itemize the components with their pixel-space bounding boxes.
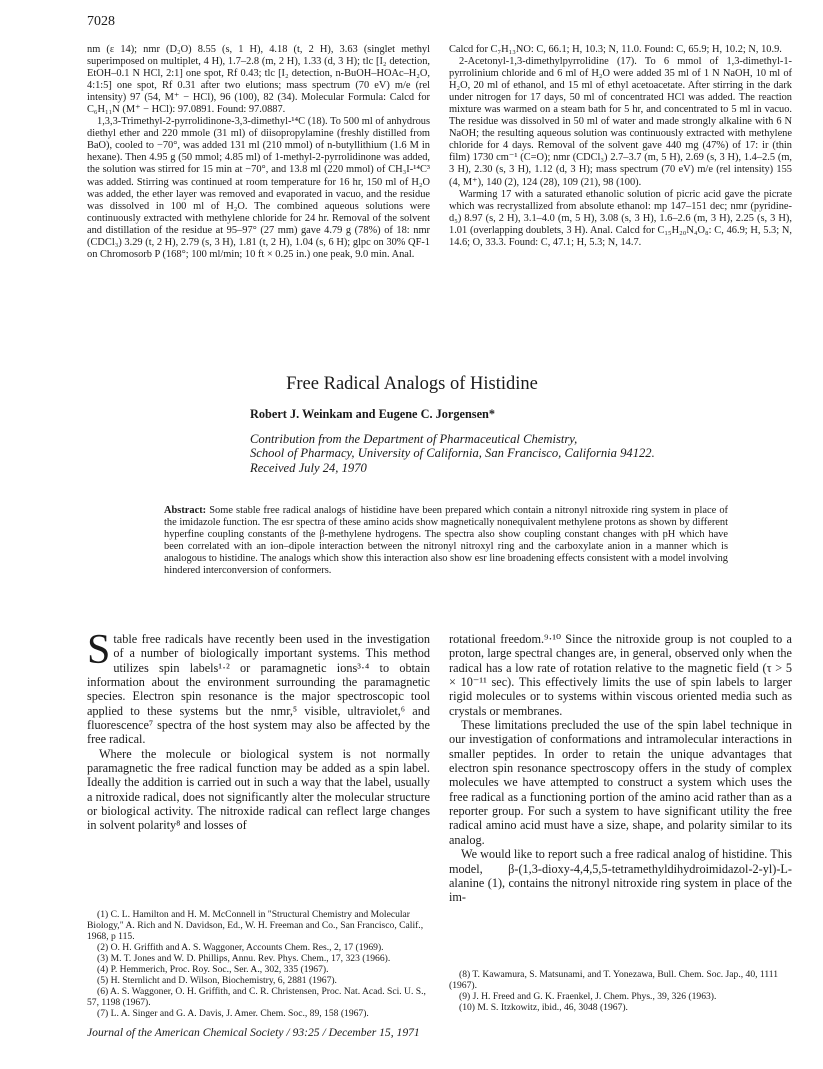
paragraph: Warming 17 with a saturated ethanolic solution of picric acid gave the picrate which was recrystallized from absolute ethanol: mp 147–151 dec; nmr (pyridine-d₅) 8.97 (s, 2 H), 3.1–4.0 (m, 5 H), 3.08 (s, 3 H), 1.6–2.6 (m, 3 H), 2.25 (s, 3 H), 1.01 (overlapping doublets, 3 H). Anal. Calcd for C₁₅H₂₀N₄O₈: C, 46.9; H, 5.3; N, 14.6; O, 33.3. Found: C, 47.1; H, 5.3; N, 14.7. xyxy=(449,188,792,248)
paragraph xyxy=(87,627,430,747)
reference: (1) C. L. Hamilton and H. M. McConnell in "Structural Chemistry and Molecular Biology," A. Rich and N. Davidson, Ed., W. H. Freeman and Co., San Francisco, Calif., 1968, p 115. xyxy=(87,909,424,943)
references-right xyxy=(449,969,792,1013)
paragraph: 2-Acetonyl-1,3-dimethylpyrrolidine (17). To 6 mmol of 1,3-dimethyl-1-pyrrolinium chloride and 6 ml of H₂O were added 35 ml of 1 N NaOH, 10 ml of H₂O, 20 ml of ethanol, and 15 ml of ethyl acetoacetate. After stirring in the dark under nitrogen for 17 days, 50 ml of concentrated HCl was added. The reaction mixture was warmed on a steam bath for 5 hr, and concentrated to 5 ml in vacuo. The residue was dissolved in 50 ml of water and made strongly alkaline with 6 N NaOH; the resulting aqueous solution was continuously extracted with methylene chloride for 4 days. Removal of the solvent gave 440 mg (47%) of 17: ir (thin film) 1730 cm⁻¹ (C=O); nmr (CDCl₃) 2.7–3.7 (m, 5 H), 2.69 (s, 3 H), 1.4–2.5 (m, 3 H), 2.30 (s, 3 H), 1.12 (d, 3 H); mass spectrum (70 eV) m/e (rel intensity) 155 (4, M⁺), 140 (2), 124 (28), 109 (21), 98 (100). xyxy=(449,56,792,188)
received-date: Received July 24, 1970 xyxy=(250,460,367,475)
reference: (3) M. T. Jones and W. D. Phillips, Annu. Rev. Phys. Chem., 17, 323 (1966). xyxy=(97,953,391,965)
experimental-column-right xyxy=(449,44,792,249)
paragraph: Calcd for C₇H₁₃NO: C, 66.1; H, 10.3; N, 11.0. Found: C, 65.9; H, 10.2; N, 10.9. xyxy=(449,44,782,55)
article-title: Free Radical Analogs of Histidine xyxy=(286,374,538,394)
affiliation-line: Contribution from the Department of Pharmaceutical Chemistry, xyxy=(250,432,578,446)
paragraph: 1,3,3-Trimethyl-2-pyrrolidinone-3,3-dimethyl-¹⁴C (18). To 500 ml of anhydrous diethyl ether and 220 mmole (31 ml) of diisopropylamine (freshly distilled from BaO), cooled to −70°, was added 131 ml (210 mmol) of n-butyllithium (1.6 M in hexane). Then 4.95 g (50 mmol; 4.85 ml) of 1-methyl-2-pyrrolidinone was added, the solution was stirred for 15 min at −70°, and 13.8 ml (220 mmol) of CH₃I-¹⁴C³ was added. Stirring was continued at room temperature for 16 hr, 150 ml of H₂O was added, the ether layer was removed and evaporated in vacuo, and the residue was dissolved in 100 ml of H₂O. The combined aqueous solutions were continuously extracted with methylene chloride for 24 hr. Removal of the solvent and distillation of the residue at 95–97° (27 mm) gave 4.79 g (78%) of 18: nmr (CDCl₃) 3.29 (t, 2 H), 2.79 (s, 3 H), 1.81 (t, 2 H), 1.04 (s, 6 H); glpc on 30% QF-1 on Chromosorb P (168°; 100 ml/min; 10 ft × 0.25 in.) one peak, 9.0 min. Anal. xyxy=(87,116,430,260)
paragraph: These limitations precluded the use of the spin label technique in our investigation of conformations and intramolecular interactions in smaller peptides. In order to retain the unique advantages that electron spin resonance spectroscopy offers in the study of complex molecules we have attempted to construct a system which uses the free radical as a functioning portion of the amino acid rather than as a reporter group. For such a system to have significant utility the free radical amino acid must have a size, shape, and polarity similar to its analog. xyxy=(449,718,792,847)
reference: (7) L. A. Singer and G. A. Davis, J. Amer. Chem. Soc., 89, 158 (1967). xyxy=(97,1008,369,1020)
reference: (6) A. S. Waggoner, O. H. Griffith, and C. R. Christensen, Proc. Nat. Acad. Sci. U. S., 57, 1198 (1967). xyxy=(87,986,426,1009)
abstract xyxy=(164,505,728,578)
reference: (10) M. S. Itzkowitz, ibid., 46, 3048 (1967). xyxy=(459,1002,628,1014)
reference: (4) P. Hemmerich, Proc. Roy. Soc., Ser. A., 302, 335 (1967). xyxy=(97,964,329,976)
reference: (9) J. H. Freed and G. K. Fraenkel, J. Chem. Phys., 39, 326 (1963). xyxy=(459,991,717,1003)
paragraph-text: table free radicals have recently been used in the investigation of a number of biologically important systems. This method utilizes spin labels¹·² or paramagnetic ions³·⁴ to obtain information about the environment surrounding the paramagnetic species. Electron spin resonance is the major spectroscopic tool applied to these systems but the nmr,⁵ visible, ultraviolet,⁶ and fluorescence⁷ spectra of the host system may also be affected by the free radical. xyxy=(87,632,430,747)
paragraph: We would like to report such a free radical analog of histidine. This model, β-(1,3-dioxy-4,4,5,5-tetramethyldihydroimidazol-2-yl)-L-alanine (1), contains the nitronyl nitroxide ring system in place of the im- xyxy=(449,847,792,905)
body-column-right xyxy=(449,632,792,905)
article-authors: Robert J. Weinkam and Eugene C. Jorgensen* xyxy=(250,407,496,421)
affiliation xyxy=(250,432,770,475)
page-number: 7028 xyxy=(87,14,115,29)
paragraph: rotational freedom.⁹·¹⁰ Since the nitroxide group is not coupled to a proton, large spectral changes are, in general, observed only when the radical has a low rate of rotation relative to the magnetic field (τ > 5 × 10⁻¹¹ sec). This effectively limits the use of spin labels to larger rigid molecules or to systems within viscous oriented media such as crystals or membranes. xyxy=(449,632,792,718)
body-column-left xyxy=(87,627,430,833)
drop-cap: S xyxy=(87,627,111,673)
paragraph: Where the molecule or biological system is not normally paramagnetic the free radical function may be added as a spin label. Ideally the addition is carried out in such a way that the label, usually a nitroxide radical, does not significantly alter the molecular structure or biological activity. The nitroxide radical can reflect large changes in solvent polarity⁸ and losses of xyxy=(87,746,430,833)
reference: (8) T. Kawamura, S. Matsunami, and T. Yonezawa, Bull. Chem. Soc. Jap., 40, 1111 (1967). xyxy=(449,969,779,992)
references-left xyxy=(87,909,430,1019)
abstract-text: Some stable free radical analogs of histidine have been prepared which contain a nitronyl nitroxide ring system in place of the imidazole function. The esr spectra of these amino acids show magnetically nonequivalent methylene protons as shown by different hyperfine coupling constants of the β-methylene hydrogens. The spectra also show coupling constant changes with pH which have been correlated with an ion–dipole interaction between the nitronyl nitroxyl ring and the carboxylate anion in a manner which is analogous to histidine. The analogs which show this interaction also show esr line broadening effects consistent with a model involving hindered interconversion of conformers. xyxy=(164,505,728,577)
affiliation-line: School of Pharmacy, University of California, San Francisco, California 94122. xyxy=(250,446,655,461)
journal-footer: Journal of the American Chemical Society / 93:25 / December 15, 1971 xyxy=(87,1026,420,1039)
paragraph: nm (ε 14); nmr (D₂O) 8.55 (s, 1 H), 4.18 (t, 2 H), 3.63 (singlet methyl superimposed on multiplet, 4 H), 1.7–2.8 (m, 2 H), 1.33 (d, 3 H); tlc [I₂ detection, EtOH–0.1 N HCl, 2:1] one spot, Rf 0.43; tlc [I₂ detection, n-BuOH–HOAc–H₂O, 4:1:5] one spot, Rf 0.31 after two elutions; mass spectrum (70 eV) m/e (rel intensity) 97 (54, M⁺ − HCl), 96 (100), 82 (34). Molecular Formula: Calcd for C₆H₁₁N (M⁺ − HCl): 97.0891. Found: 97.0887. xyxy=(87,44,430,116)
reference: (2) O. H. Griffith and A. S. Waggoner, Accounts Chem. Res., 2, 17 (1969). xyxy=(97,942,384,954)
abstract-label: Abstract: xyxy=(164,505,207,516)
reference: (5) H. Sternlicht and D. Wilson, Biochemistry, 6, 2881 (1967). xyxy=(97,975,337,987)
experimental-column-left xyxy=(87,44,430,261)
